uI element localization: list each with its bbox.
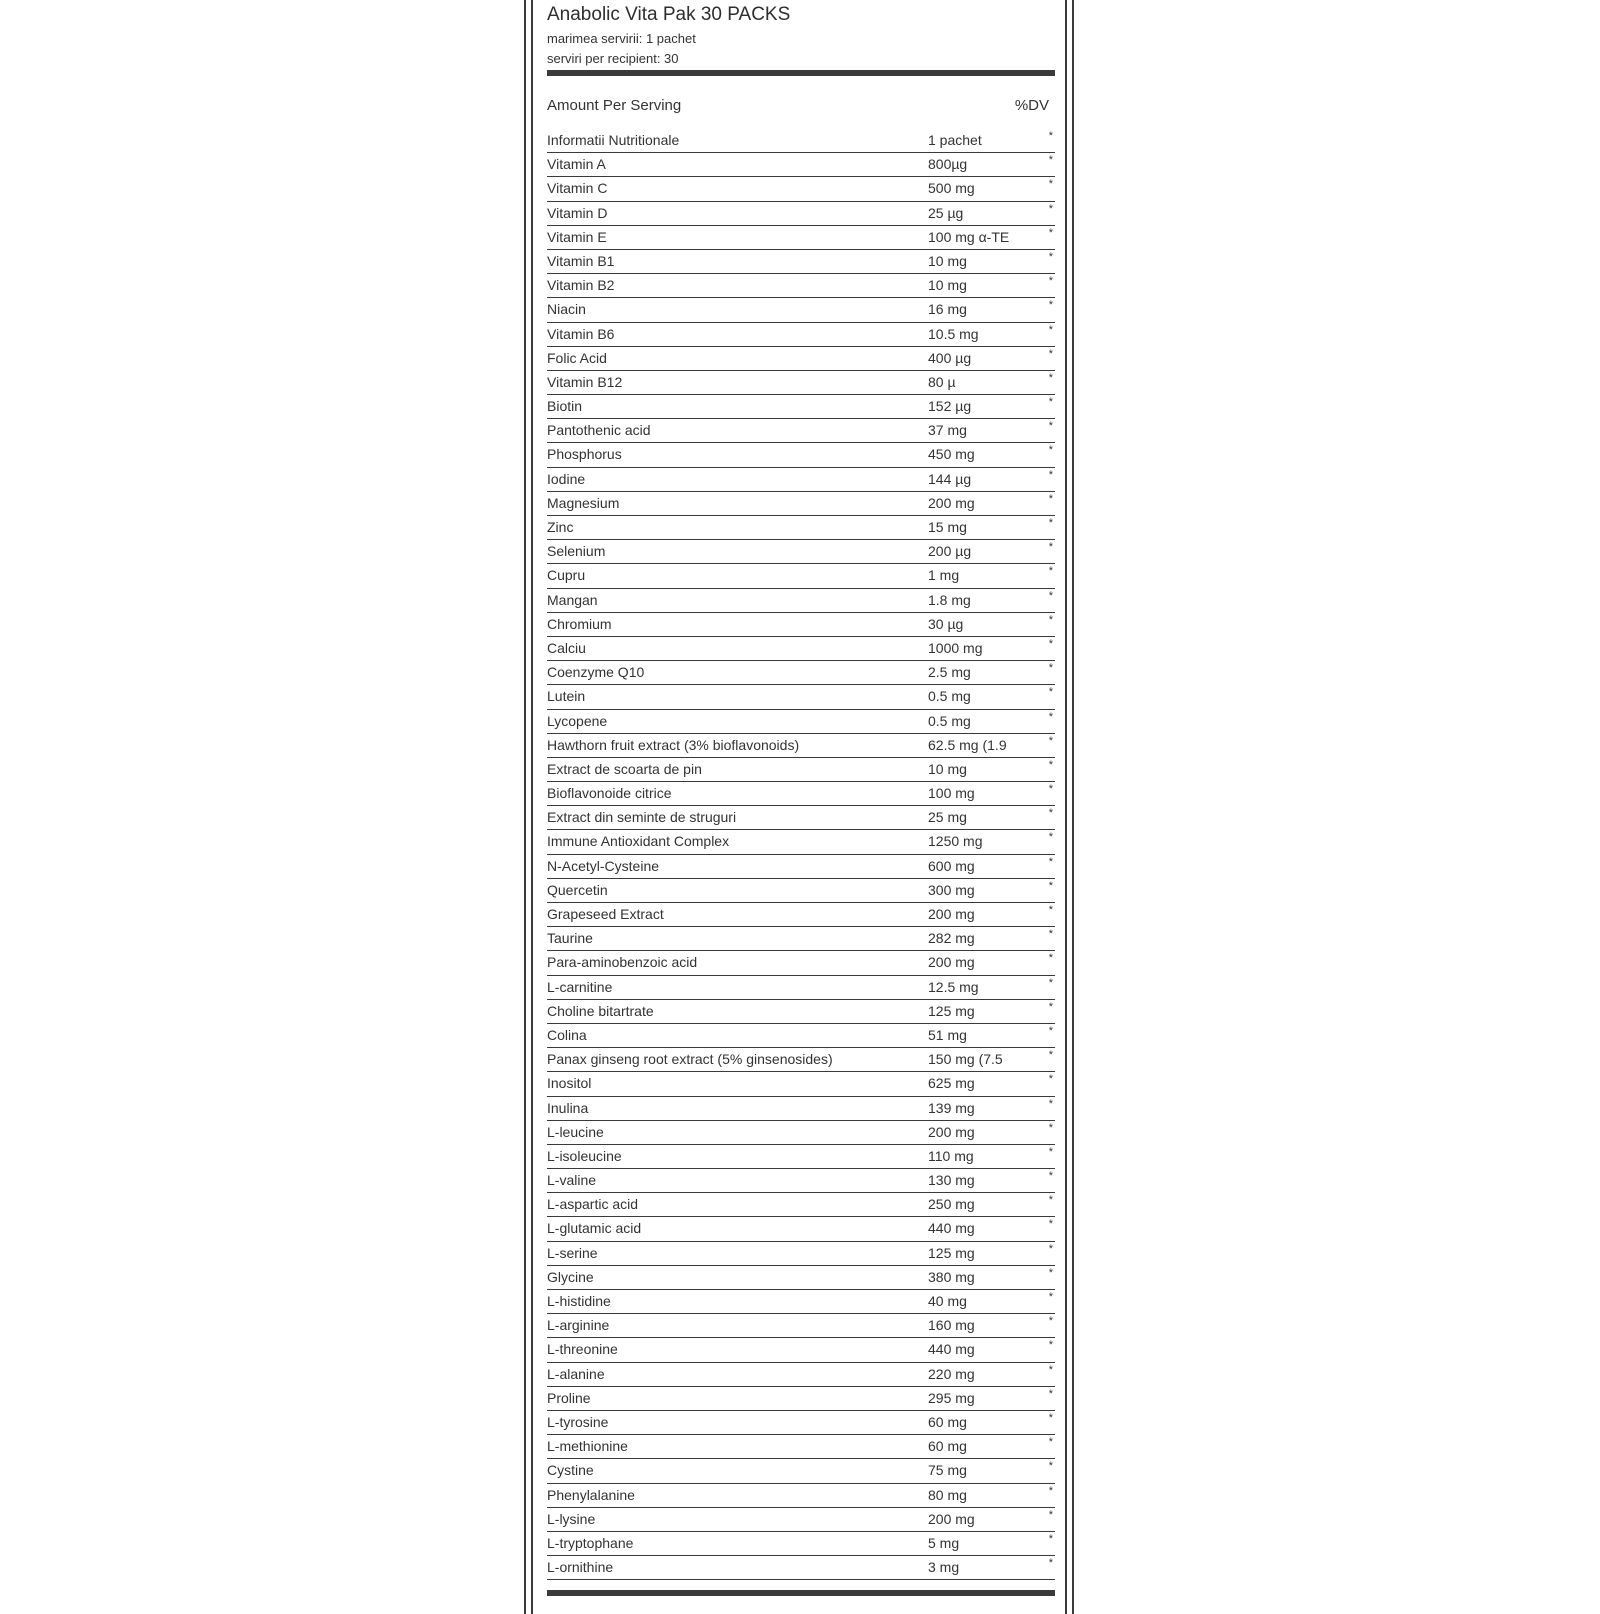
nutrient-name: Calciu xyxy=(547,639,586,656)
nutrient-amount: 160 mg xyxy=(928,1317,975,1334)
nutrient-amount: 60 mg xyxy=(928,1413,967,1430)
table-row xyxy=(547,1266,1055,1290)
nutrient-name: Lycopene xyxy=(547,712,608,729)
nutrient-dv: * xyxy=(1048,589,1053,602)
nutrient-name: Cupru xyxy=(547,567,586,584)
nutrient-amount: 250 mg xyxy=(928,1196,975,1213)
nutrient-name: Vitamin D xyxy=(547,204,608,221)
nutrient-name: Inositol xyxy=(547,1075,592,1092)
nutrient-name: Taurine xyxy=(547,930,593,947)
nutrient-dv: * xyxy=(1048,1024,1053,1037)
nutrient-dv: * xyxy=(1048,1266,1053,1279)
table-row xyxy=(547,516,1055,540)
nutrient-dv: * xyxy=(1048,130,1053,142)
nutrient-name: Cystine xyxy=(547,1462,594,1479)
nutrient-dv: * xyxy=(1048,1242,1053,1255)
nutrient-amount: 10 mg xyxy=(928,277,967,294)
nutrient-dv: * xyxy=(1048,347,1053,360)
nutrient-name: Pantothenic acid xyxy=(547,422,651,439)
nutrient-name: Vitamin B1 xyxy=(547,252,615,269)
nutrient-amount: 12.5 mg xyxy=(928,978,979,995)
nutrient-dv: * xyxy=(1048,1097,1053,1110)
table-row xyxy=(547,1411,1055,1435)
nutrient-name: L-methionine xyxy=(547,1438,628,1455)
table-row xyxy=(547,1000,1055,1024)
table-row xyxy=(547,1532,1055,1556)
table-row xyxy=(547,492,1055,516)
table-row xyxy=(547,1314,1055,1338)
nutrient-amount: 30 µg xyxy=(928,615,964,632)
nutrient-name: L-carnitine xyxy=(547,978,613,995)
serving-size: marimea servirii: 1 pachet xyxy=(547,31,696,46)
table-row xyxy=(547,395,1055,419)
nutrient-name: L-tryptophane xyxy=(547,1534,634,1551)
table-row xyxy=(547,540,1055,564)
nutrient-name: L-histidine xyxy=(547,1293,611,1309)
table-row xyxy=(547,347,1055,371)
table-row xyxy=(547,1048,1055,1072)
nutrient-dv: * xyxy=(1048,928,1053,941)
nutrient-dv: * xyxy=(1048,226,1053,239)
table-row xyxy=(547,250,1055,274)
nutrient-dv: * xyxy=(1048,637,1053,650)
nutrient-dv: * xyxy=(1048,1508,1053,1521)
table-row xyxy=(547,661,1055,685)
nutrient-dv: * xyxy=(1048,1436,1053,1449)
table-row xyxy=(547,734,1055,758)
nutrient-amount: 15 mg xyxy=(928,519,967,535)
nutrient-name: Iodine xyxy=(547,470,586,487)
table-row xyxy=(547,177,1055,201)
nutrient-dv: * xyxy=(1048,879,1053,892)
table-row xyxy=(547,153,1055,177)
nutrient-amount: 200 mg xyxy=(928,1510,975,1527)
nutrient-amount: 60 mg xyxy=(928,1438,967,1455)
table-row xyxy=(547,758,1055,782)
table-row xyxy=(547,1193,1055,1217)
table-row xyxy=(547,782,1055,806)
table-row xyxy=(547,1459,1055,1483)
nutrient-amount: 10 mg xyxy=(928,252,967,269)
nutrient-dv: * xyxy=(1048,154,1053,167)
nutrient-dv: * xyxy=(1048,1145,1053,1158)
nutrient-amount: 75 mg xyxy=(928,1462,967,1479)
nutrient-amount: 625 mg xyxy=(928,1075,975,1092)
table-row xyxy=(547,1242,1055,1266)
table-row xyxy=(547,927,1055,951)
nutrient-name: Magnesium xyxy=(547,494,620,511)
table-row xyxy=(547,903,1055,927)
nutrient-dv: * xyxy=(1048,1121,1053,1134)
nutrient-dv: * xyxy=(1048,1170,1053,1183)
product-title: Anabolic Vita Pak 30 PACKS xyxy=(547,4,791,25)
nutrient-name: Proline xyxy=(547,1389,591,1406)
nutrient-amount: 5 mg xyxy=(928,1534,960,1551)
nutrient-dv: * xyxy=(1048,1484,1053,1497)
nutrient-name: Vitamin E xyxy=(547,228,607,245)
nutrient-amount: 150 mg (7.5 xyxy=(928,1051,1003,1068)
nutrient-name: L-isoleucine xyxy=(547,1147,622,1164)
nutrient-name: Phenylalanine xyxy=(547,1486,635,1503)
nutrient-dv: * xyxy=(1048,976,1053,989)
nutrient-dv: * xyxy=(1048,1411,1053,1424)
table-row xyxy=(547,1024,1055,1048)
servings-per-container: serviri per recipient: 30 xyxy=(547,51,679,66)
nutrient-name: Grapeseed Extract xyxy=(547,906,664,922)
table-row xyxy=(547,1217,1055,1241)
nutrient-name: Panax ginseng root extract (5% ginsenosides) xyxy=(547,1051,833,1068)
nutrient-name: L-glutamic acid xyxy=(547,1220,642,1237)
nutrient-amount: 450 mg xyxy=(928,446,975,463)
nutrient-name: L-aspartic acid xyxy=(547,1196,639,1213)
table-row xyxy=(547,468,1055,492)
nutrient-dv: * xyxy=(1048,1000,1053,1013)
nutrient-name: Lutein xyxy=(547,688,586,705)
nutrient-amount: 139 mg xyxy=(928,1099,975,1116)
nutrient-dv: * xyxy=(1048,541,1053,554)
nutrient-amount: 295 mg xyxy=(928,1389,975,1406)
nutrient-name: Phosphorus xyxy=(547,446,622,463)
nutrient-name: Inulina xyxy=(547,1099,589,1116)
nutrient-dv: * xyxy=(1048,565,1053,578)
nutrient-dv: * xyxy=(1048,202,1053,215)
nutrient-amount: 1 mg xyxy=(928,567,960,584)
nutrient-name: Folic Acid xyxy=(547,349,607,366)
nutrient-name: Choline bitartrate xyxy=(547,1002,654,1019)
nutrient-name: L-threonine xyxy=(547,1341,618,1358)
nutrient-dv: * xyxy=(1048,1218,1053,1231)
nutrient-name: Niacin xyxy=(547,301,586,318)
nutrient-dv: * xyxy=(1048,662,1053,675)
nutrient-name: Extract de scoarta de pin xyxy=(547,760,702,777)
table-row xyxy=(547,830,1055,854)
nutrient-dv: * xyxy=(1048,952,1053,965)
nutrient-dv: * xyxy=(1048,1339,1053,1352)
nutrient-amount: 380 mg xyxy=(928,1268,975,1285)
nutrient-amount: 16 mg xyxy=(928,301,967,318)
nutrient-dv: * xyxy=(1048,807,1053,820)
nutrient-dv: * xyxy=(1048,1363,1053,1376)
table-row xyxy=(547,202,1055,226)
nutrient-amount: 125 mg xyxy=(928,1002,975,1019)
table-row xyxy=(547,1556,1055,1580)
nutrient-amount: 2.5 mg xyxy=(928,664,971,681)
nutrient-dv: * xyxy=(1048,396,1053,409)
nutrient-name: Colina xyxy=(547,1026,587,1043)
nutrient-name: Extract din seminte de struguri xyxy=(547,809,737,826)
table-row xyxy=(547,419,1055,443)
nutrient-dv: * xyxy=(1048,1460,1053,1473)
nutrient-dv: * xyxy=(1048,613,1053,626)
nutrient-name: Informatii Nutritionale xyxy=(547,132,680,148)
table-row xyxy=(547,1508,1055,1532)
table-row xyxy=(547,1072,1055,1096)
nutrient-dv: * xyxy=(1048,1315,1053,1328)
table-row xyxy=(547,710,1055,734)
nutrient-dv: * xyxy=(1048,323,1053,336)
nutrient-amount: 125 mg xyxy=(928,1244,975,1261)
nutrient-amount: 500 mg xyxy=(928,180,975,197)
nutrient-name: L-valine xyxy=(547,1172,597,1189)
table-row xyxy=(547,589,1055,613)
nutrient-dv: * xyxy=(1048,468,1053,481)
table-row xyxy=(547,1435,1055,1459)
table-row xyxy=(547,298,1055,322)
table-row xyxy=(547,323,1055,347)
table-row xyxy=(547,1338,1055,1362)
nutrient-amount: 100 mg xyxy=(928,785,975,802)
table-row xyxy=(547,371,1055,395)
nutrient-amount: 40 mg xyxy=(928,1293,967,1309)
nutrient-name: Hawthorn fruit extract (3% bioflavonoids) xyxy=(547,736,800,753)
nutrient-dv: * xyxy=(1048,371,1053,384)
nutrient-amount: 300 mg xyxy=(928,881,975,898)
nutrient-dv: * xyxy=(1048,299,1053,312)
table-row xyxy=(547,951,1055,975)
nutrient-dv: * xyxy=(1048,904,1053,916)
table-row xyxy=(547,1290,1055,1314)
table-row xyxy=(547,1097,1055,1121)
nutrient-dv: * xyxy=(1048,758,1053,771)
nutrient-dv: * xyxy=(1048,1073,1053,1086)
table-row xyxy=(547,129,1055,153)
nutrient-amount: 282 mg xyxy=(928,930,975,947)
nutrient-amount: 25 mg xyxy=(928,809,967,826)
table-row xyxy=(547,613,1055,637)
nutrient-amount: 152 µg xyxy=(928,398,972,415)
table-row xyxy=(547,637,1055,661)
table-row xyxy=(547,274,1055,298)
nutrient-amount: 440 mg xyxy=(928,1341,975,1358)
nutrient-name: L-leucine xyxy=(547,1123,604,1140)
nutrient-name: Coenzyme Q10 xyxy=(547,664,645,681)
table-row xyxy=(547,564,1055,588)
nutrient-dv: * xyxy=(1048,250,1053,263)
nutrient-name: Bioflavonoide citrice xyxy=(547,785,672,802)
nutrient-amount: 0.5 mg xyxy=(928,712,971,729)
nutrient-amount: 440 mg xyxy=(928,1220,975,1237)
nutrient-dv: * xyxy=(1048,783,1053,796)
table-row xyxy=(547,1363,1055,1387)
nutrient-amount: 200 µg xyxy=(928,543,972,560)
nutrient-amount: 220 mg xyxy=(928,1365,975,1382)
nutrient-table xyxy=(547,129,1055,1580)
nutrient-dv: * xyxy=(1048,1049,1053,1062)
nutrient-amount: 1.8 mg xyxy=(928,591,971,608)
table-row xyxy=(547,1484,1055,1508)
nutrient-name: Zinc xyxy=(547,519,574,535)
nutrient-name: Vitamin B2 xyxy=(547,277,615,294)
table-row xyxy=(547,976,1055,1000)
table-row xyxy=(547,1145,1055,1169)
nutrient-amount: 37 mg xyxy=(928,422,967,439)
nutrient-amount: 80 µ xyxy=(928,373,956,390)
nutrient-name: L-arginine xyxy=(547,1317,610,1334)
nutrient-name: Selenium xyxy=(547,543,606,560)
footer-divider xyxy=(547,1590,1055,1596)
nutrient-amount: 62.5 mg (1.9 xyxy=(928,736,1007,753)
nutrient-name: Chromium xyxy=(547,615,612,632)
nutrient-amount: 3 mg xyxy=(928,1559,960,1576)
nutrient-dv: * xyxy=(1048,734,1053,747)
nutrient-amount: 400 µg xyxy=(928,349,972,366)
table-row xyxy=(547,226,1055,250)
nutrient-name: Quercetin xyxy=(547,881,608,898)
nutrient-dv: * xyxy=(1048,178,1053,191)
nutrient-dv: * xyxy=(1048,686,1053,699)
nutrient-amount: 10 mg xyxy=(928,760,967,777)
nutrient-name: Para-aminobenzoic acid xyxy=(547,954,698,971)
nutrient-dv: * xyxy=(1048,444,1053,457)
nutrient-name: L-serine xyxy=(547,1244,598,1261)
table-row xyxy=(547,806,1055,830)
nutrient-amount: 800µg xyxy=(928,156,968,173)
nutrient-dv: * xyxy=(1048,1557,1053,1570)
nutrient-name: Vitamin B12 xyxy=(547,373,623,390)
nutrient-dv: * xyxy=(1048,1532,1053,1545)
nutrient-amount: 200 mg xyxy=(928,494,975,511)
nutrient-name: Mangan xyxy=(547,591,598,608)
table-row xyxy=(547,855,1055,879)
table-row xyxy=(547,1387,1055,1411)
nutrient-dv: * xyxy=(1048,855,1053,868)
nutrient-name: Immune Antioxidant Complex xyxy=(547,833,730,850)
nutrient-dv: * xyxy=(1048,1387,1053,1400)
nutrient-amount: 80 mg xyxy=(928,1486,967,1503)
nutrient-dv: * xyxy=(1048,1291,1053,1303)
nutrient-amount: 10.5 mg xyxy=(928,325,979,342)
nutrient-amount: 200 mg xyxy=(928,1123,975,1140)
header-divider xyxy=(547,70,1055,76)
nutrient-amount: 200 mg xyxy=(928,906,975,922)
nutrient-amount: 100 mg α-TE xyxy=(928,228,1010,245)
nutrient-amount: 600 mg xyxy=(928,857,975,874)
table-row xyxy=(547,685,1055,709)
nutrient-amount: 51 mg xyxy=(928,1026,967,1043)
nutrient-dv: * xyxy=(1048,710,1053,723)
nutrient-name: Vitamin B6 xyxy=(547,325,615,342)
nutrient-amount: 1 pachet xyxy=(928,132,982,148)
amount-per-serving-label: Amount Per Serving xyxy=(547,97,682,114)
nutrient-amount: 130 mg xyxy=(928,1172,975,1189)
nutrient-name: L-tyrosine xyxy=(547,1413,609,1430)
table-row xyxy=(547,879,1055,903)
table-row xyxy=(547,443,1055,467)
nutrient-amount: 0.5 mg xyxy=(928,688,971,705)
nutrient-name: N-Acetyl-Cysteine xyxy=(547,857,660,874)
nutrient-dv: * xyxy=(1048,1194,1053,1207)
table-row xyxy=(547,1169,1055,1193)
nutrient-amount: 25 µg xyxy=(928,204,964,221)
nutrient-name: Biotin xyxy=(547,398,583,415)
nutrient-amount: 144 µg xyxy=(928,470,972,487)
nutrient-amount: 200 mg xyxy=(928,954,975,971)
nutrient-dv: * xyxy=(1048,517,1053,529)
nutrient-name: L-ornithine xyxy=(547,1559,614,1576)
nutrient-name: L-lysine xyxy=(547,1510,596,1527)
nutrient-name: Vitamin A xyxy=(547,156,606,173)
nutrient-dv: * xyxy=(1048,420,1053,433)
nutrient-amount: 110 mg xyxy=(928,1147,974,1164)
nutrient-name: Vitamin C xyxy=(547,180,608,197)
nutrient-dv: * xyxy=(1048,831,1053,844)
table-row xyxy=(547,1121,1055,1145)
nutrient-name: Glycine xyxy=(547,1268,594,1285)
nutrient-dv: * xyxy=(1048,275,1053,288)
nutrient-dv: * xyxy=(1048,492,1053,505)
dv-column-header: %DV xyxy=(1014,97,1049,114)
nutrient-amount: 1000 mg xyxy=(928,639,983,656)
nutrient-amount: 1250 mg xyxy=(928,833,983,850)
nutrient-name: L-alanine xyxy=(547,1365,605,1382)
